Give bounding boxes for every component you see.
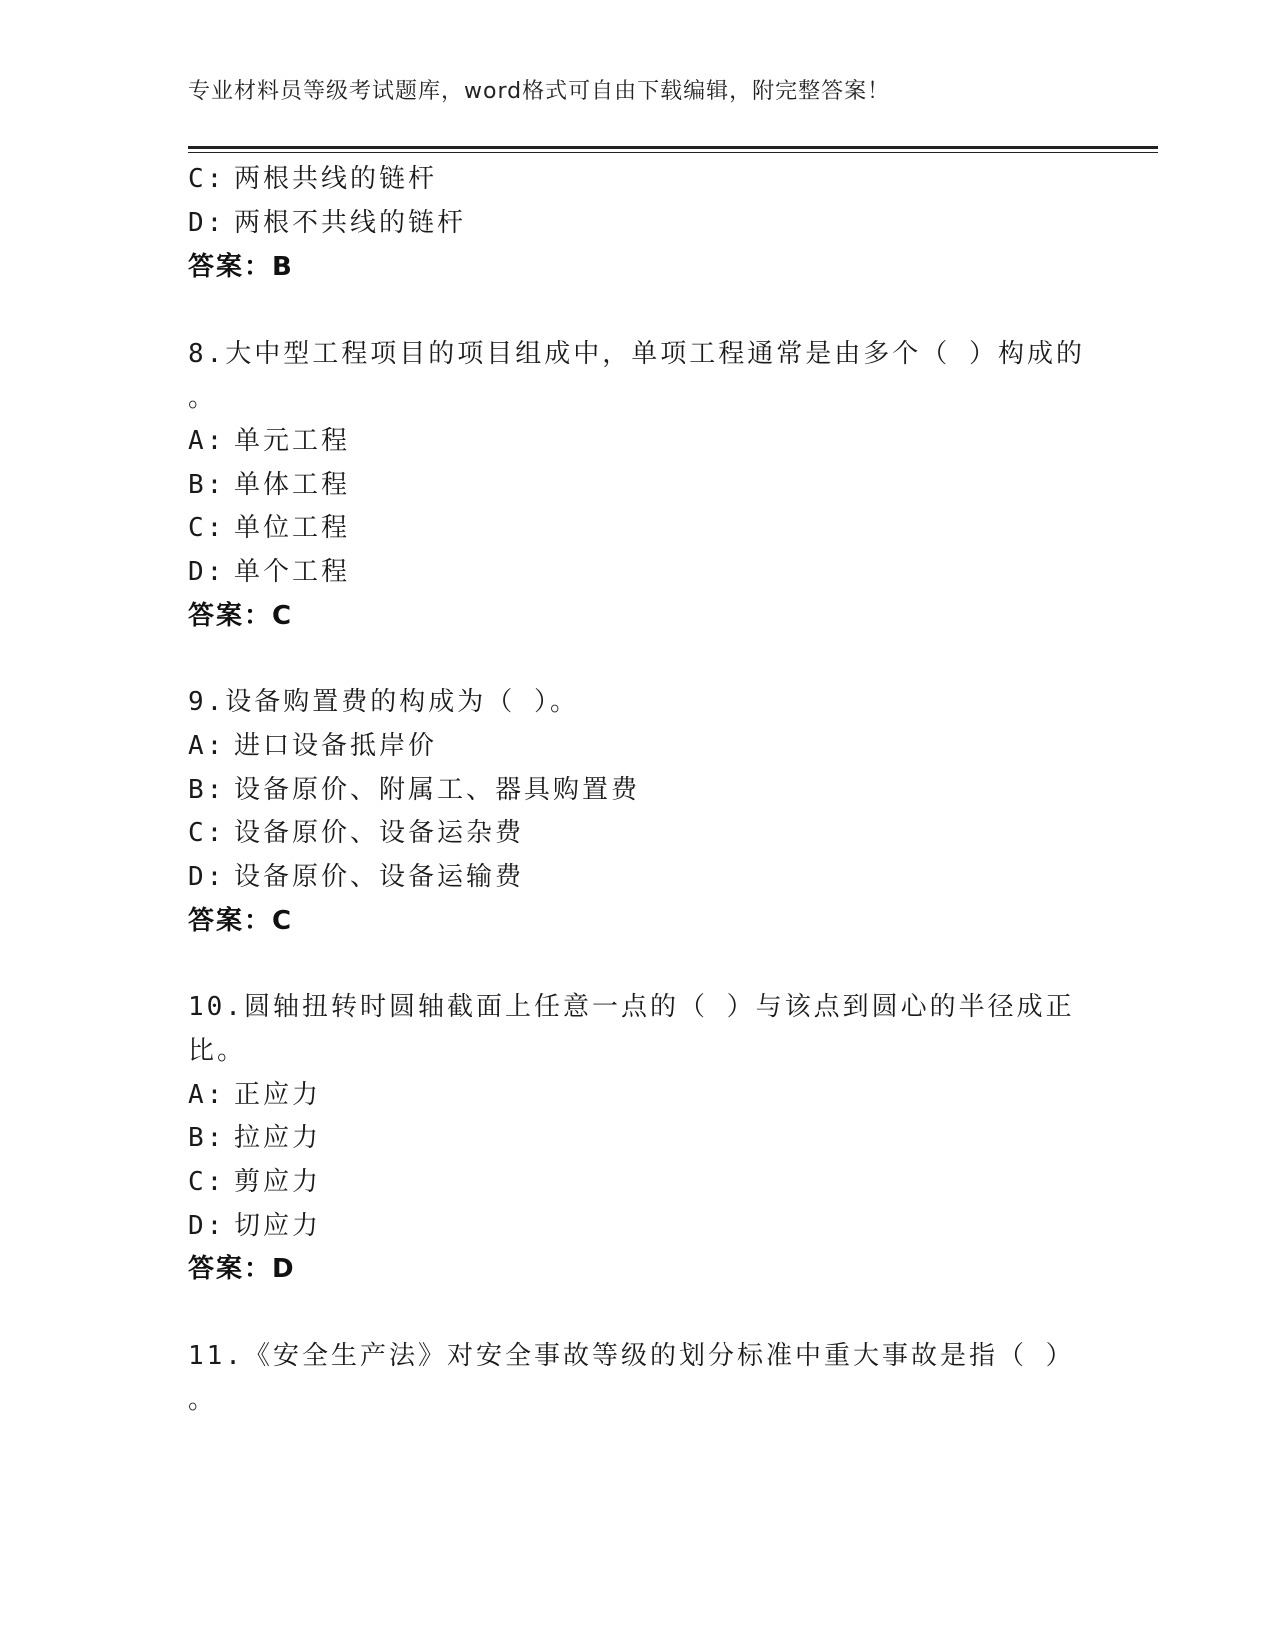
header-rule-thin xyxy=(188,152,1158,153)
q11-stem-line1: 11.《安全生产法》对安全事故等级的划分标准中重大事故是指（ ） xyxy=(188,1341,1075,1371)
q11-stem-line2: 。 xyxy=(188,1385,218,1415)
q8-option-a: A: 单元工程 xyxy=(188,426,351,456)
q7-option-d: D: 两根不共线的链杆 xyxy=(188,208,467,238)
q9-answer: 答案：C xyxy=(188,906,294,936)
q8-option-c: C: 单位工程 xyxy=(188,513,351,543)
q8-stem-line2: 。 xyxy=(188,383,218,413)
q10-option-c: C: 剪应力 xyxy=(188,1167,322,1197)
q8-option-d: D: 单个工程 xyxy=(188,557,351,587)
q10-option-a: A: 正应力 xyxy=(188,1080,322,1110)
q10-stem-line2: 比。 xyxy=(188,1036,247,1066)
q7-answer: 答案：B xyxy=(188,252,294,282)
q9-option-b: B: 设备原价、附属工、器具购置费 xyxy=(188,775,641,805)
q9-option-c: C: 设备原价、设备运杂费 xyxy=(188,818,525,848)
q8-answer: 答案：C xyxy=(188,601,294,631)
q10-answer: 答案：D xyxy=(188,1254,296,1284)
header-rule-thick xyxy=(188,146,1158,149)
q10-option-b: B: 拉应力 xyxy=(188,1123,322,1153)
page-header: 专业材料员等级考试题库，word格式可自由下载编辑，附完整答案！ xyxy=(188,79,891,104)
q8-stem-line1: 8.大中型工程项目的项目组成中，单项工程通常是由多个（ ）构成的 xyxy=(188,339,1085,369)
q9-stem: 9.设备购置费的构成为（ ）。 xyxy=(188,687,579,717)
q9-option-a: A: 进口设备抵岸价 xyxy=(188,731,438,761)
q10-option-d: D: 切应力 xyxy=(188,1211,322,1241)
q9-option-d: D: 设备原价、设备运输费 xyxy=(188,862,525,892)
q7-option-c: C: 两根共线的链杆 xyxy=(188,164,438,194)
q10-stem-line1: 10.圆轴扭转时圆轴截面上任意一点的（ ）与该点到圆心的半径成正 xyxy=(188,992,1075,1022)
q8-option-b: B: 单体工程 xyxy=(188,470,351,500)
